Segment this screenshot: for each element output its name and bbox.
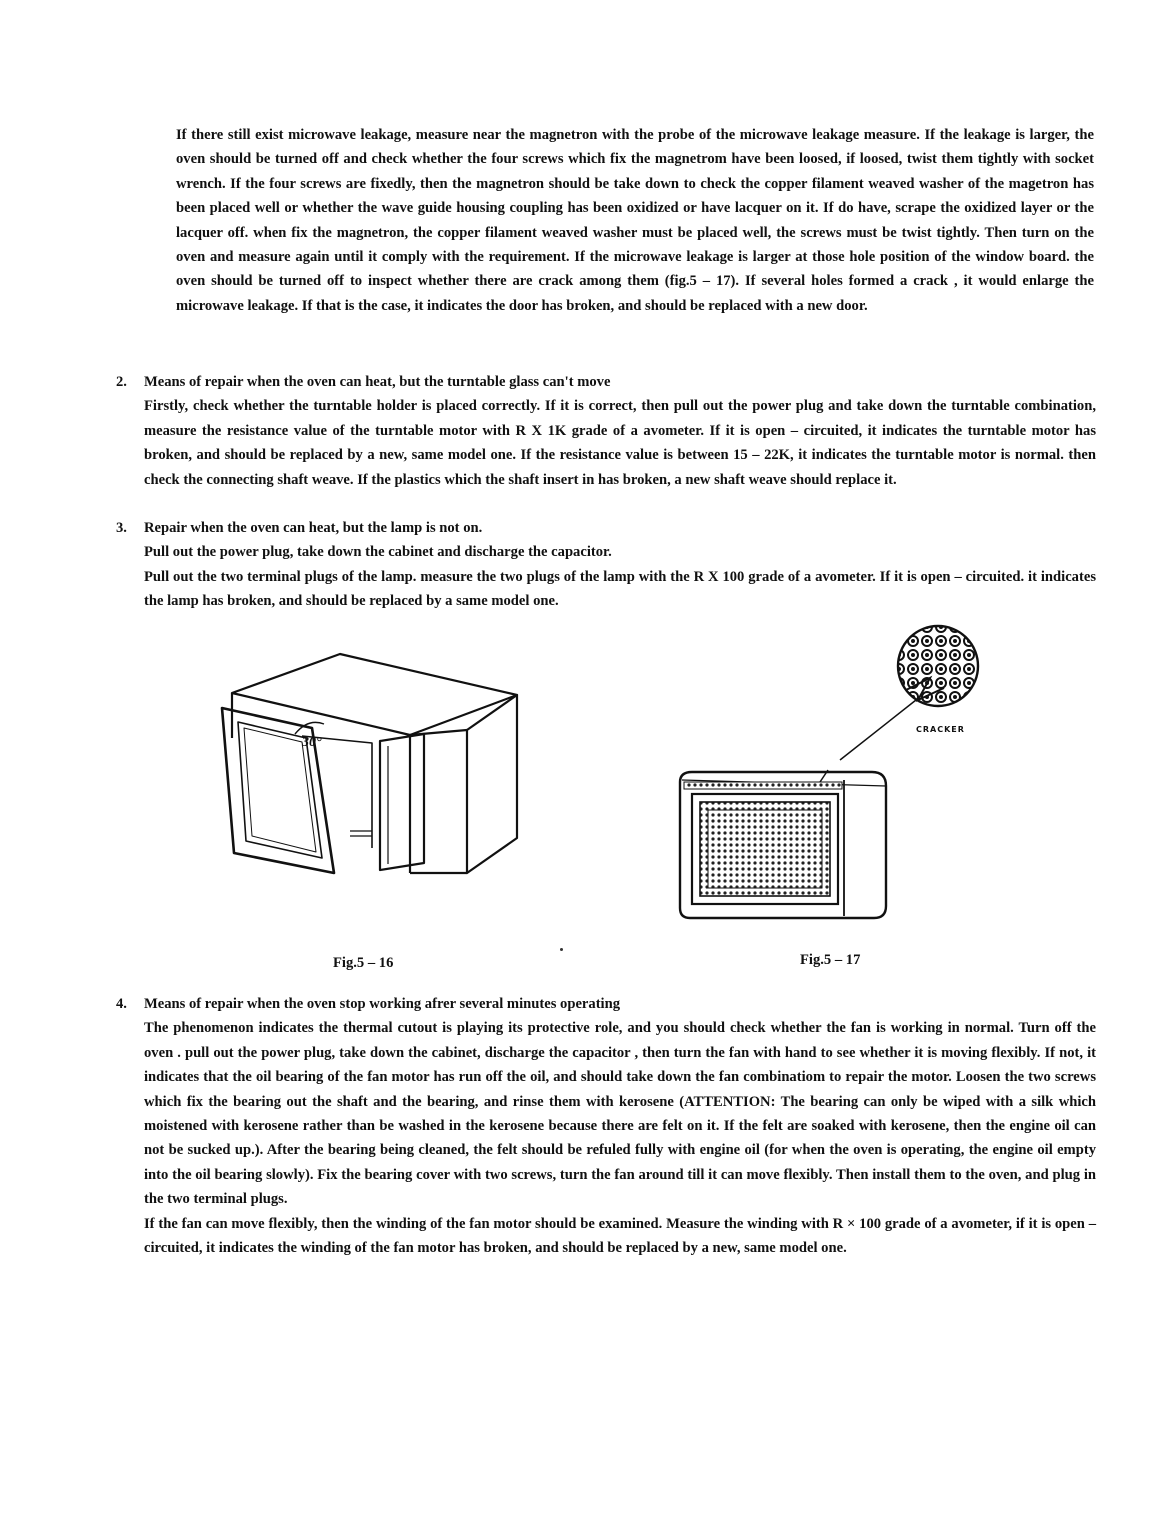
item-body [144,516,1096,614]
oven-window-crack-figure [668,620,998,922]
item-paragraph: The phenomenon indicates the thermal cutout is playing its protective role, and you should check whether the fan is working in normal. Turn off the oven . pull out the power plug, take down the cabinet, discharge the capacitor , then turn the fan with hand to see whether it is moving flexibly. If not, it indicates that the oil bearing of the fan motor has run off the oil, and should take down the fan combinatiom to repair the motor. Loosen the two screws which fix the bearing out the shaft and the bearing, and rinse them with kerosene (ATTENTION: The bearing can only be wiped with a silk which moistened with kerosene rather than be washed in the kerosene because there are felt on it. If the felt are soaked with kerosene, then the engine oil can not be sucked up.). After the bearing being cleaned, the felt should be refuled fully with engine oil (for when the oven is operating, the engine oil empty into the oil bearing slowly). Fix the bearing cover with two screws, turn the fan around till it can move flexibly. Then install them to the oven, and plug in the two terminal plugs. [144,1020,1096,1208]
item-heading: Means of repair when the oven stop working afrer several minutes operating [144,996,621,1012]
intro-paragraph: If there still exist microwave leakage, measure near the magnetron with the probe of the microwave leakage measure. If the leakage is larger, the oven should be turned off and check whether the four screws which fix the magnetrom have been loosed, if loosed, twist them tightly with socket wrench. If the four screws are fixedly, then the magnetron should be take down to check the copper filament weaved washer of the magetron has been placed well or whether the wave guide housing coupling has been oxidized or have lacquer on it. If do have, scrape the oxidized layer or the lacquer off. when fix the magnetron, the copper filament weaved washer must be placed well, the screws must be twist tightly. Then turn on the oven and measure again until it comply with the requirement. If the microwave leakage is larger at those hole position of the window board. the oven should be turned off to inspect whether there are crack among them (fig.5 – 17). If several holes formed a crack , it would enlarge the microwave leakage. If that is the case, it indicates the door has broken, and should be replaced with a new door. [176,127,1094,314]
angle-label: 30° [302,735,322,750]
item-heading: Repair when the oven can heat, but the lamp is not on. [144,520,483,536]
crack-callout-label: CRACKER [916,725,965,734]
magnified-holes-icon [898,626,978,706]
ink-speck [560,948,563,951]
item-paragraph: If the fan can move flexibly, then the winding of the fan motor should be examined. Measure the winding with R × 100 grade of a avometer, if it is open – circuited, it indicates the winding of the fan motor has broken, and should be replaced by a new, same model one. [144,1215,1096,1257]
item-paragraph: Pull out the two terminal plugs of the lamp. measure the two plugs of the lamp with the R X 100 grade of a avometer. If it is open – circuited. it indicates the lamp has broken, and should be replaced by a same model one. [144,568,1096,610]
item-paragraph: Pull out the power plug, take down the cabinet and discharge the capacitor. [144,544,612,561]
figure-caption-5-16: Fig.5 – 16 [333,955,394,971]
item-number: 4. [116,996,127,1012]
item-paragraph: Firstly, check whether the turntable holder is placed correctly. If it is correct, then pull out the power plug and take down the turntable combination, measure the resistance value of the turntable motor with R X 1K grade of a avometer. If it is open – circuited, it indicates the turntable motor has broken, and should be replaced by a new, same model one. If the resistance value is between 15 – 22K, it indicates the turntable motor is normal. then check the connecting shaft weave. If the plastics which the shaft insert in has broken, a new shaft weave should replace it. [144,398,1096,488]
item-number: 3. [116,520,127,536]
item-number: 2. [116,374,127,390]
item-heading: Means of repair when the oven can heat, but the turntable glass can't move [144,374,611,390]
figure-caption-5-17: Fig.5 – 17 [800,952,861,968]
item-body [144,992,1096,1260]
item-body [144,370,1096,492]
oven-open-door-figure [212,648,542,886]
